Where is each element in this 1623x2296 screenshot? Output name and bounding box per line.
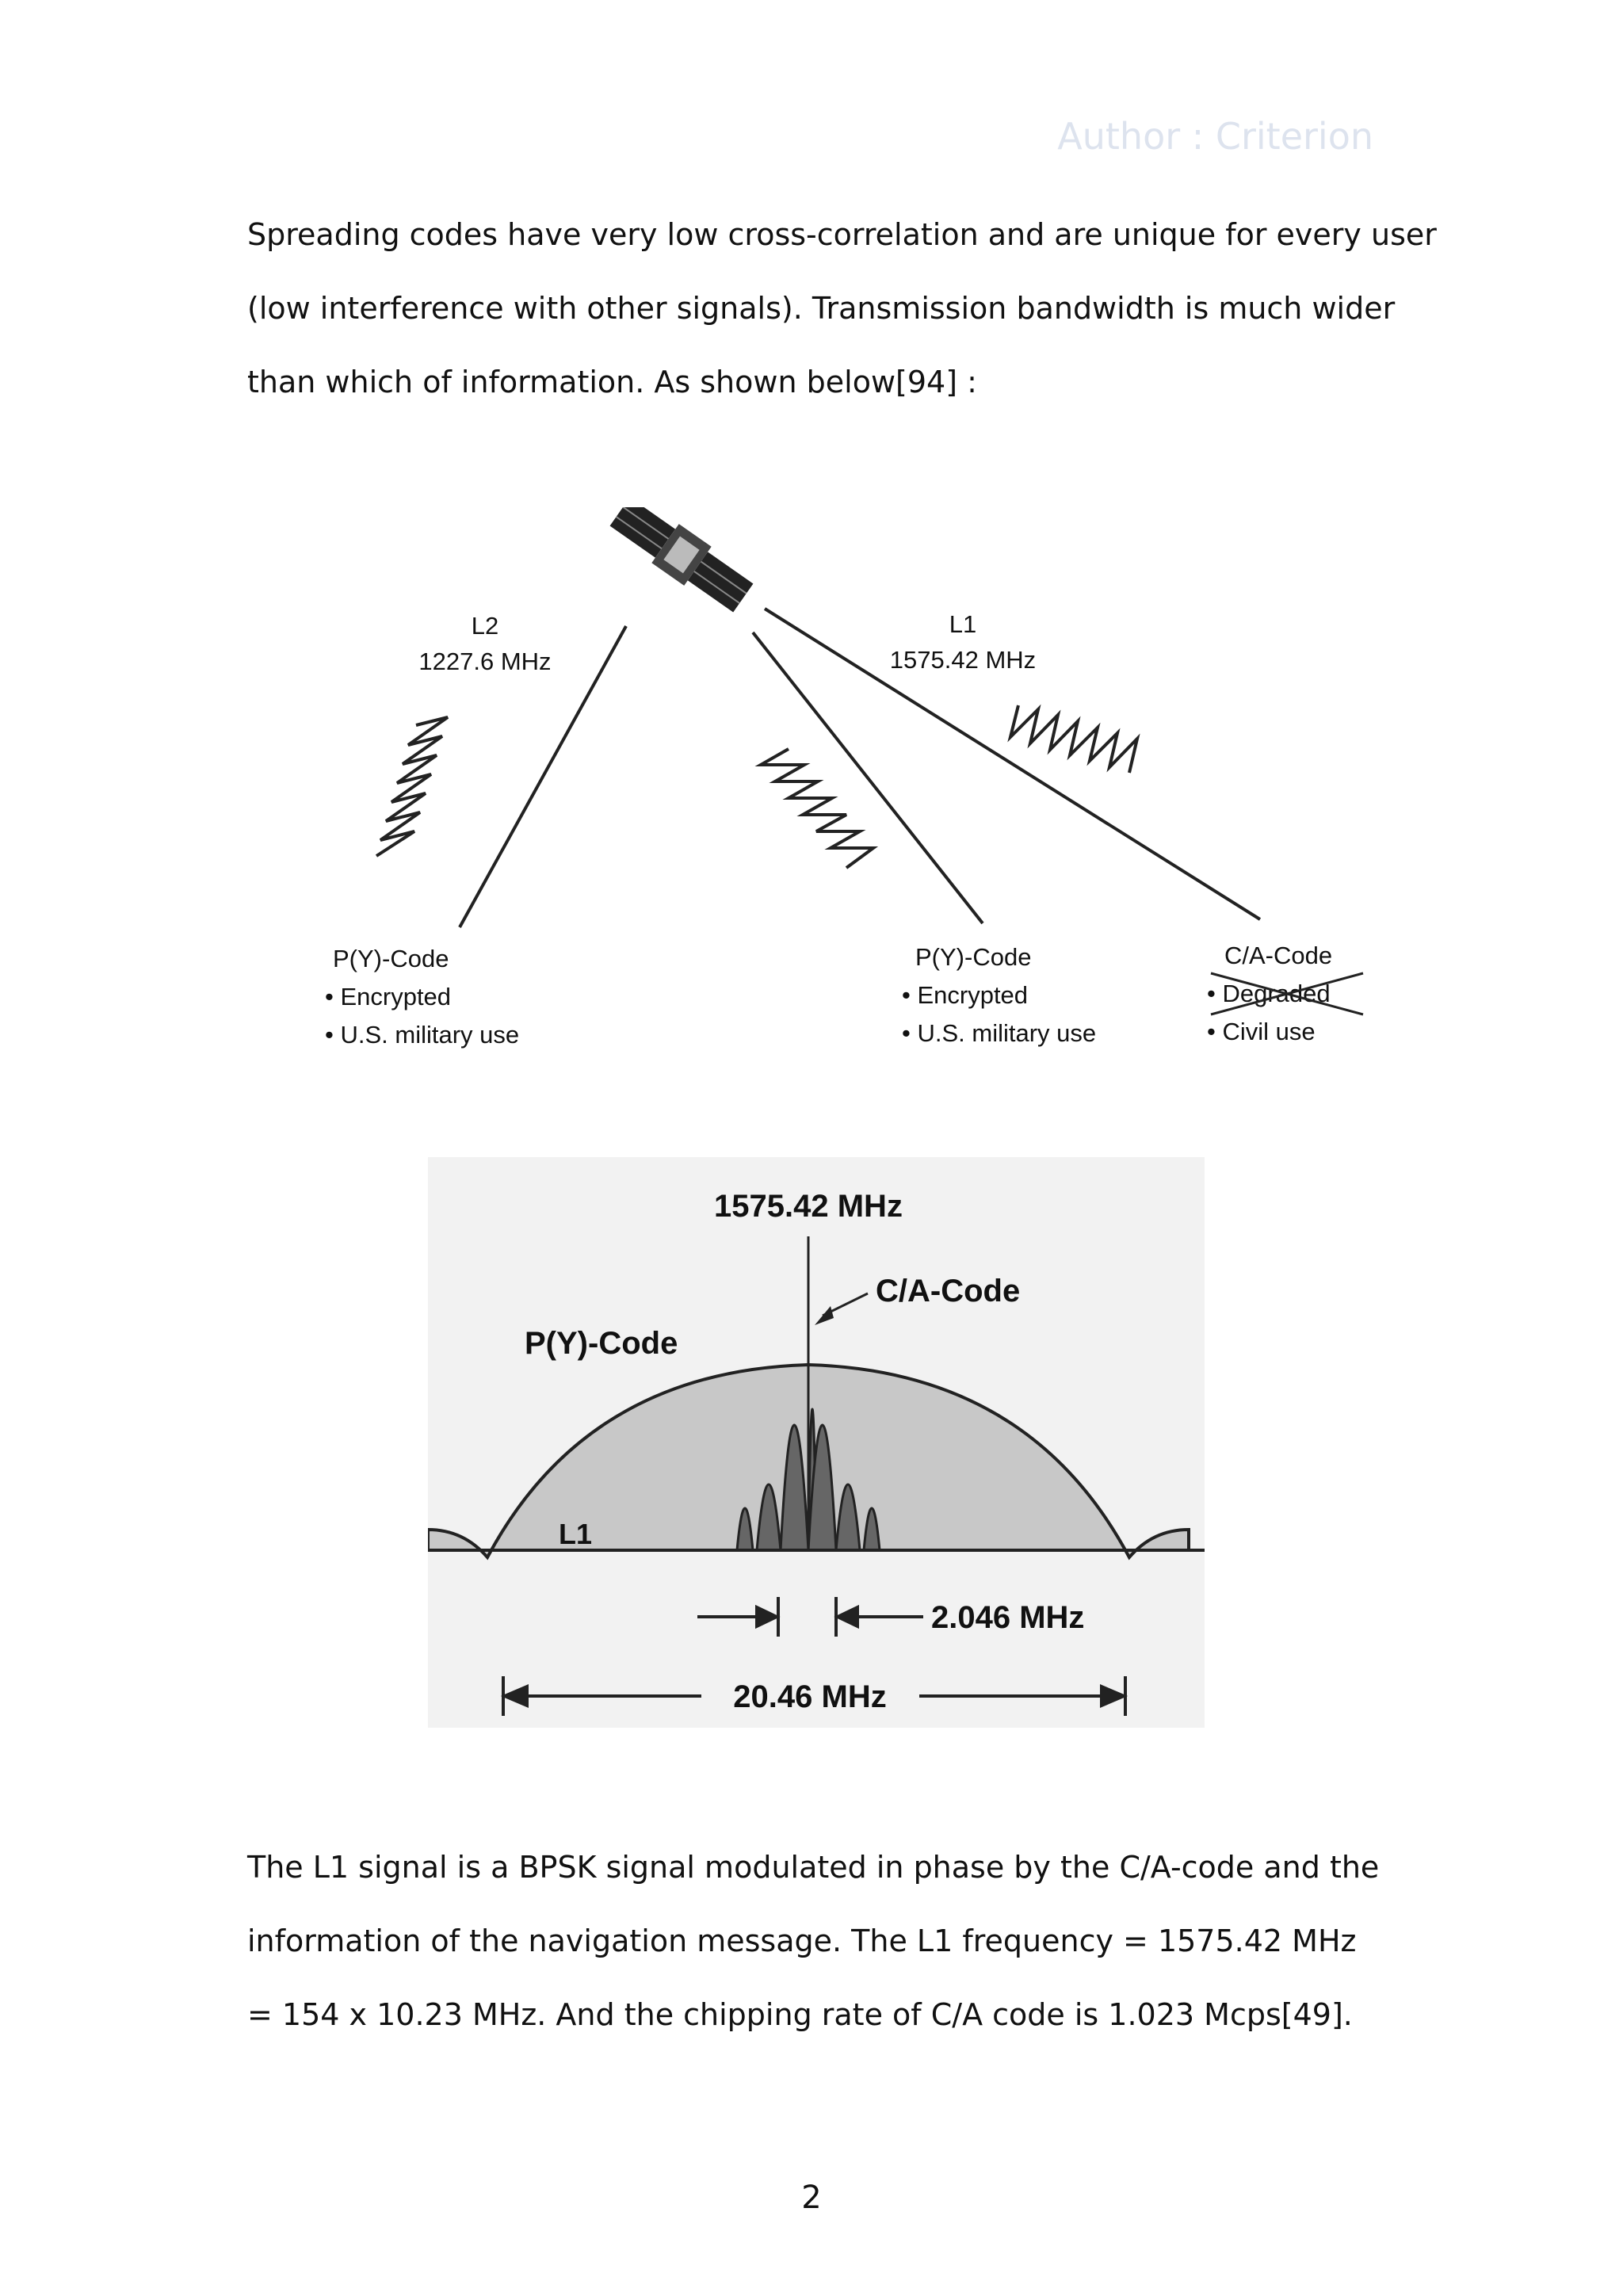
paragraph-line: Spreading codes have very low cross-correlation and are unique for every user [247, 217, 1437, 252]
satellite-icon [606, 507, 757, 617]
l2-label: L2 [471, 612, 499, 640]
author-header: Author : Criterion [1057, 115, 1373, 158]
paragraph-line: information of the navigation message. The L1 frequency = 1575.42 MHz [247, 1924, 1357, 1958]
ca-code-title: C/A-Code [1224, 942, 1333, 969]
l1-band-label: L1 [559, 1518, 593, 1550]
paragraph-line: The L1 signal is a BPSK signal modulated in phase by the C/A-code and the [247, 1850, 1380, 1885]
ca-code-item: • Civil use [1207, 1018, 1316, 1045]
py-code-right-item: • U.S. military use [902, 1019, 1097, 1047]
py-code-left-item: • U.S. military use [325, 1021, 520, 1049]
l1-py-wave-icon [761, 749, 873, 868]
paragraph-line: (low interference with other signals). Transmission bandwidth is much wider [247, 291, 1396, 326]
l2-wave-icon [376, 717, 448, 856]
narrow-bandwidth-label: 2.046 MHz [931, 1600, 1085, 1635]
l1-py-signal-line [753, 632, 983, 923]
l1-signal-paragraph [247, 1831, 1381, 2052]
py-code-label: P(Y)-Code [525, 1326, 678, 1361]
py-code-left-item: • Encrypted [325, 983, 452, 1010]
py-code-right-title: P(Y)-Code [915, 943, 1032, 971]
l1-frequency: 1575.42 MHz [889, 646, 1037, 674]
page-number: 2 [801, 2179, 822, 2216]
ca-code-label: C/A-Code [876, 1274, 1021, 1308]
center-frequency-label: 1575.42 MHz [714, 1189, 903, 1224]
paragraph-line: than which of information. As shown below[94] : [247, 365, 977, 399]
l1-ca-wave-icon [1010, 705, 1137, 773]
l1-label: L1 [949, 610, 977, 638]
l1-spectrum-diagram [428, 1157, 1205, 1728]
wide-bandwidth-label: 20.46 MHz [733, 1679, 887, 1714]
intro-paragraph [247, 198, 1437, 419]
ca-code-item: • Degraded [1207, 980, 1331, 1007]
paragraph-line: = 154 x 10.23 MHz. And the chipping rate of C/A code is 1.023 Mcps[49]. [247, 1997, 1353, 2032]
gps-signal-diagram [301, 507, 1395, 1078]
gps-signal-figure [301, 507, 1395, 1078]
py-code-left-title: P(Y)-Code [333, 945, 449, 972]
l1-spectrum-figure [428, 1157, 1205, 1728]
l2-frequency: 1227.6 MHz [418, 648, 552, 675]
py-code-right-item: • Encrypted [902, 981, 1029, 1009]
